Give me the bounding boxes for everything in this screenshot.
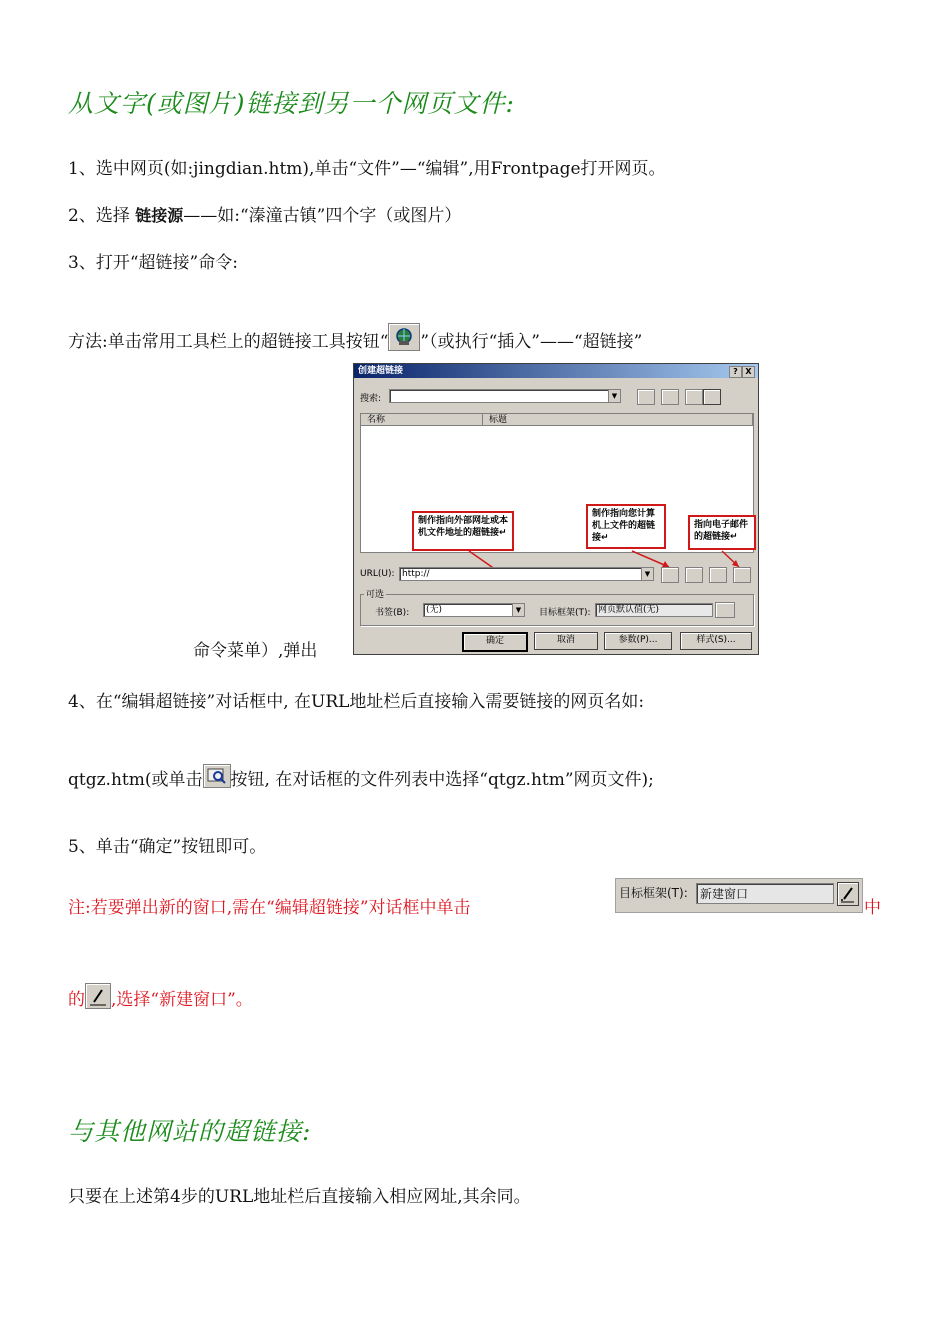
step-4b bbox=[68, 765, 654, 790]
note-line-end: 中 bbox=[864, 898, 881, 918]
close-button[interactable]: X bbox=[742, 366, 755, 378]
step-4b-before: qtgz.htm(或单击 bbox=[68, 770, 203, 790]
method-after: ”（或执行“插入”——“超链接” bbox=[420, 332, 643, 352]
method-continuation: 命令菜单）,弹出 bbox=[193, 641, 318, 661]
chevron-down-icon[interactable]: ▼ bbox=[608, 390, 620, 402]
step-1: 1、选中网页(如:jingdian.htm),单击“文件”—“编辑”,用Frontpage打开网页。 bbox=[68, 159, 666, 179]
bookmark-select[interactable] bbox=[423, 603, 525, 617]
note-line: 注:若要弹出新的窗口,需在“编辑超链接”对话框中单击 bbox=[68, 898, 471, 918]
style-button[interactable]: 样式(S)... bbox=[680, 632, 752, 650]
step-4: 4、在“编辑超链接”对话框中, 在URL地址栏后直接输入需要链接的网页名如: bbox=[68, 692, 645, 712]
chevron-down-icon[interactable]: ▼ bbox=[641, 568, 653, 580]
step-2-bold: 链接源 bbox=[135, 206, 184, 225]
note-line-2 bbox=[68, 985, 253, 1010]
bookmark-value: (无) bbox=[426, 605, 443, 615]
target-frame-control-label: 目标框架(T): bbox=[619, 886, 688, 900]
column-title[interactable]: 标题 bbox=[483, 414, 753, 426]
step-2-suffix: ——如:“溱潼古镇”四个字（或图片） bbox=[183, 206, 462, 226]
callout-external-link: 制作指向外部网址或本机文件地址的超链接↵ bbox=[412, 511, 514, 551]
final-paragraph: 只要在上述第4步的URL地址栏后直接输入相应网址,其余同。 bbox=[68, 1187, 531, 1207]
step-5: 5、单击“确定”按钮即可。 bbox=[68, 837, 267, 857]
pencil-icon bbox=[85, 983, 111, 1009]
url-label: URL(U): bbox=[360, 569, 395, 579]
parameters-button[interactable]: 参数(P)... bbox=[604, 632, 672, 650]
step-3: 3、打开“超链接”命令: bbox=[68, 253, 238, 273]
note2-after: ,选择“新建窗口”。 bbox=[111, 990, 253, 1010]
hyperlink-globe-icon bbox=[388, 323, 420, 351]
target-frame-field: 网页默认值(无) bbox=[595, 603, 713, 617]
bookmark-label: 书签(B): bbox=[375, 608, 410, 618]
url-value: http:// bbox=[402, 569, 430, 579]
heading-link-to-page: 从文字(或图片)链接到另一个网页文件: bbox=[68, 89, 515, 118]
chevron-down-icon[interactable]: ▼ bbox=[512, 604, 524, 616]
cancel-button[interactable]: 取消 bbox=[534, 632, 598, 650]
browse-file-icon[interactable] bbox=[685, 567, 703, 583]
browse-web-icon[interactable] bbox=[661, 567, 679, 583]
target-frame-control-value: 新建窗口 bbox=[696, 883, 834, 904]
search-label: 搜索: bbox=[360, 394, 382, 404]
create-hyperlink-dialog bbox=[353, 363, 759, 655]
help-button[interactable]: ? bbox=[729, 366, 742, 378]
email-icon[interactable] bbox=[709, 567, 727, 583]
method-before: 方法:单击常用工具栏上的超链接工具按钮“ bbox=[68, 332, 389, 352]
target-frame-edit-icon[interactable] bbox=[715, 602, 735, 618]
callout-email: 指向电子邮件的超链接↵ bbox=[688, 515, 756, 550]
method-line bbox=[68, 327, 642, 352]
callout-local-file: 制作指向您计算机上文件的超链接↵ bbox=[586, 504, 666, 549]
optional-label: 可选 bbox=[364, 587, 386, 600]
url-input[interactable] bbox=[399, 567, 654, 581]
target-frame-control bbox=[615, 878, 863, 913]
ok-button[interactable]: 确定 bbox=[462, 632, 528, 652]
step-2 bbox=[68, 201, 461, 226]
step-4b-after: 按钮, 在对话框的文件列表中选择“qtgz.htm”网页文件); bbox=[230, 770, 654, 790]
dialog-title: 创建超链接 bbox=[358, 366, 404, 376]
pencil-icon[interactable] bbox=[837, 882, 859, 906]
optional-group bbox=[360, 594, 754, 626]
heading-other-sites: 与其他网站的超链接: bbox=[68, 1117, 312, 1146]
target-frame-label: 目标框架(T): bbox=[539, 608, 591, 618]
new-page-icon[interactable] bbox=[733, 567, 751, 583]
step-2-prefix: 2、选择 bbox=[68, 206, 136, 226]
browse-file-icon bbox=[203, 764, 231, 788]
note2-before: 的 bbox=[68, 990, 85, 1010]
column-name[interactable]: 名称 bbox=[361, 414, 483, 426]
